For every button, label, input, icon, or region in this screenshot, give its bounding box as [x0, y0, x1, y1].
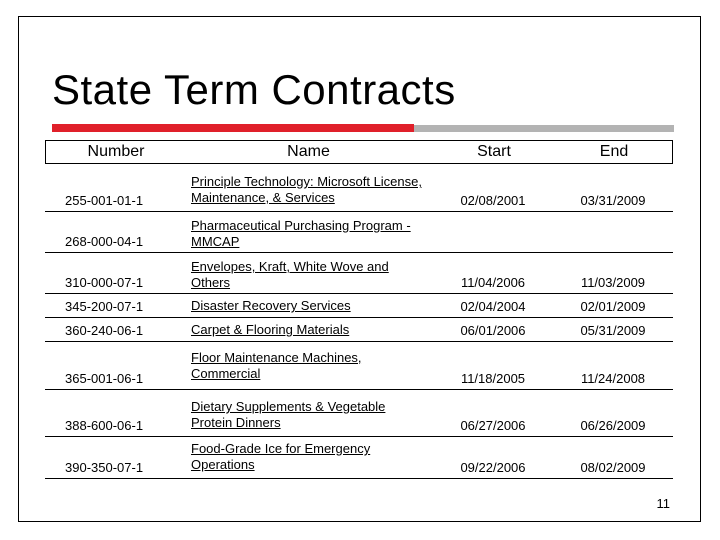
table-row: [45, 390, 673, 437]
contract-name[interactable]: [191, 259, 426, 291]
header-start: Start: [477, 143, 511, 160]
contract-start: 02/04/2004: [460, 299, 526, 314]
contract-name[interactable]: [191, 298, 426, 314]
contract-end: 08/02/2009: [580, 460, 646, 475]
contract-end: 05/31/2009: [580, 323, 646, 338]
contract-start: 11/04/2006: [460, 275, 526, 290]
contract-end: 11/24/2008: [580, 371, 646, 386]
table-row: [45, 342, 673, 390]
slide-title: State Term Contracts: [52, 66, 456, 113]
contract-name-link[interactable]: Food-Grade Ice for Emergency Operations: [191, 441, 371, 472]
table-row: [45, 212, 673, 253]
table-header-row: [45, 140, 673, 164]
contract-name[interactable]: [191, 399, 426, 431]
contract-start: 11/18/2005: [460, 371, 526, 386]
contract-end: 02/01/2009: [580, 299, 646, 314]
contract-number: 365-001-06-1: [65, 371, 144, 386]
contract-start: 06/01/2006: [460, 323, 526, 338]
page-number: 11: [656, 496, 670, 511]
contracts-table: [45, 140, 673, 479]
title-underline-gray: [414, 125, 674, 132]
contract-start: 02/08/2001: [460, 193, 526, 208]
contract-number: 388-600-06-1: [65, 418, 144, 433]
contract-number: 255-001-01-1: [65, 193, 144, 208]
contract-name-link[interactable]: Envelopes, Kraft, White Wove and Others: [191, 259, 389, 290]
table-row: [45, 253, 673, 294]
contract-name-link[interactable]: Carpet & Flooring Materials: [191, 322, 350, 337]
contract-name-link[interactable]: Disaster Recovery Services: [191, 298, 351, 313]
contract-name[interactable]: [191, 322, 426, 338]
contract-end: 11/03/2009: [580, 275, 646, 290]
table-row: [45, 318, 673, 342]
contract-name[interactable]: [191, 218, 426, 250]
contract-number: 310-000-07-1: [65, 275, 144, 290]
header-number: Number: [87, 143, 145, 160]
header-name: Name: [287, 143, 330, 160]
contract-end: 06/26/2009: [580, 418, 646, 433]
table-row: [45, 164, 673, 212]
contract-start: 09/22/2006: [460, 460, 526, 475]
table-row: [45, 437, 673, 479]
contract-start: 06/27/2006: [460, 418, 526, 433]
contract-name-link[interactable]: Dietary Supplements & Vegetable Protein Dinners: [191, 399, 386, 430]
contract-number: 268-000-04-1: [65, 234, 144, 249]
contract-number: 390-350-07-1: [65, 460, 144, 475]
contract-name-link[interactable]: Pharmaceutical Purchasing Program - MMCAP: [191, 218, 411, 249]
table-row: [45, 294, 673, 318]
header-end: End: [599, 143, 629, 160]
title-underline-red: [52, 124, 414, 132]
contract-number: 345-200-07-1: [65, 299, 144, 314]
contract-name-link[interactable]: Floor Maintenance Machines, Commercial: [191, 350, 362, 381]
contract-name[interactable]: [191, 350, 426, 382]
contract-name-link[interactable]: Principle Technology: Microsoft License, Maintenance, & Services: [191, 174, 422, 205]
contract-name[interactable]: [191, 174, 426, 206]
contract-end: 03/31/2009: [580, 193, 646, 208]
contract-number: 360-240-06-1: [65, 323, 144, 338]
contract-name[interactable]: [191, 441, 426, 473]
